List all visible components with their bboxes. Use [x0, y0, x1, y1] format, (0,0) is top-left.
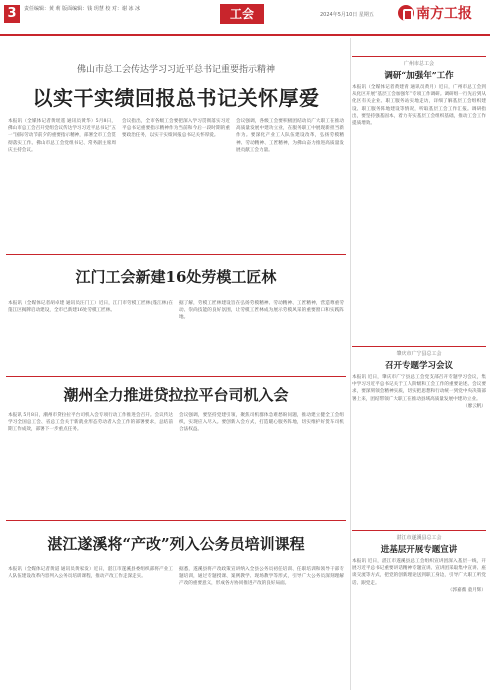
sidebar-3-kicker: 湛江市遂溪县总工会	[396, 535, 442, 541]
article-4-headline: 湛江遂溪将“产改”列入公务员培训课程	[47, 535, 305, 553]
article-2-headline: 江门工会新建16处劳模工匠林	[75, 268, 277, 286]
sidebar-1-kicker: 广州市总工会	[403, 61, 434, 67]
article-4-col-1: 本报讯（全媒体记者黄道 通讯员黄家发）近日，湛江市遂溪县委组织部将产业工人队伍建设改革内容列入公务员培训课程，推动产改工作走深走实。	[8, 567, 173, 580]
sidebar-3-body: 本报讯 近日，湛江市遂溪县总工会组织宣讲团深入基层一线，开展习近平总书记重要讲话精神专题宣讲。宣讲团采取集中宣讲、座谈交流等方式，把党的创新理论送到职工身边，引导广大职工听党话、跟党走。	[352, 559, 486, 586]
sidebar-article-1	[352, 56, 486, 340]
sidebar-1-headline: 调研“加强年”工作	[384, 71, 454, 81]
article-divider	[6, 376, 346, 377]
sidebar-3-signoff: （郭嘉薇 童月辉）	[447, 587, 486, 593]
editor-credits: 责任编辑：黄 莉 版面编辑：钱 玥慧 校 对：谢 冰 冰	[24, 6, 141, 12]
page-number: 3	[4, 5, 20, 23]
sidebar-2-kicker: 肇庆市广宁县总工会	[396, 351, 442, 357]
article-1-headline: 以实干实绩回报总书记关怀厚爱	[32, 86, 320, 110]
logo-text: 南方工报	[416, 6, 472, 22]
section-tag: 工会	[220, 4, 264, 24]
sidebar-2-headline: 召开专题学习会议	[384, 361, 453, 371]
sidebar-article-2	[352, 346, 486, 526]
newspaper-logo	[398, 3, 472, 23]
article-4-body	[8, 566, 344, 686]
article-1-col-3: 会议强调，各级工会要积极团结动员广大职工在推动高质量发展中建功立业，在服务职工中展现新担当新作为。要深化产业工人队伍建设改革，弘扬劳模精神、劳动精神、工匠精神，为佛山奋力推进高质量发展贡献工会力量。	[236, 119, 344, 153]
sidebar-1-body: 本报讯（全媒体记者黄建青 通讯员黄月）近日，广州市总工会到从化区开展“基层工会加强年”专项工作调研。调研组一行先后到从化区有关企业、职工服务站实地走访，详细了解基层工会组织建设、职工服务阵地建设等情况，听取基层工会工作汇报。调研指出，要坚持强基固本，着力夯实基层工会组织基础，推动工会工作提质增效。	[352, 85, 486, 127]
article-4-col-2: 据悉，遂溪县将产改政策宣讲纳入全县公务员初任培训、任职培训和领导干部专题培训，通过专题授课、案例教学、现场教学等形式，引导广大公务员深刻理解产改的重要意义，形成各方协同推进产改的良好局面。	[179, 567, 344, 587]
article-2-col-2: 据了解，劳模工匠林建设旨在弘扬劳模精神、劳动精神、工匠精神，营造尊重劳动、崇尚技能的良好氛围，让劳模工匠林成为展示劳模风采的重要窗口和实践阵地。	[179, 301, 344, 321]
article-2-col-1: 本报讯（全媒体记者胡卓建 通讯员汪门工）近日，江门市劳模工匠林(蓬江林)在蓬江区揭牌启动建设，全市已新建16处劳模工匠林。	[8, 301, 173, 314]
article-divider	[6, 254, 346, 255]
article-1-col-2: 会议指出，全市各级工会要把深入学习贯彻落实习近平总书记重要指示精神作为当前和今后一段时期的重要政治任务，以实干实绩回报总书记关怀厚爱。	[122, 119, 230, 139]
sidebar-2-signoff: （廖云帆）	[463, 403, 486, 409]
article-3-col-1: 本报讯 5月8日，潮州市贷拉拉平台司机入会专项行动工作推进会召开。会议传达学习全国总工会、省总工会关于新就业形态劳动者入会工作的部署要求，总结前期工作成效，部署下一步重点任务。	[8, 413, 173, 433]
article-divider	[6, 520, 346, 521]
article-1-body	[8, 118, 344, 250]
article-3-headline: 潮州全力推进贷拉拉平台司机入会	[63, 386, 289, 404]
logo-icon	[398, 5, 414, 21]
article-1-kicker: 佛山市总工会传达学习习近平总书记重要指示精神	[76, 65, 275, 75]
article-2-body	[8, 300, 344, 372]
sidebar-2-body: 本报讯 近日，肇庆市广宁县总工会党支部召开专题学习会议，集中学习习近平总书记关于工人阶级和工会工作的重要论述。会议要求，要深刻领会精神实质，切实把思想和行动统一到党中央决策部署上来，团结带领广大职工在推动县域高质量发展中建功立业。	[352, 375, 486, 402]
sidebar-article-3	[352, 530, 486, 688]
article-3-body	[8, 412, 344, 510]
publication-date: 2024年5月10日 星期五	[320, 12, 374, 18]
article-1-col-1: 本报讯（全媒体记者黄瑶遥 通讯员黄华）5月8日，佛山市总工会召开党组会议传达学习习近平总书记“五一”国际劳动节前夕的重要指示精神，部署全市工会贯彻落实工作。佛山市总工会党组书记、常务副主席周庆主持会议。	[8, 119, 116, 153]
sidebar-3-headline: 进基层开展专题宣讲	[380, 545, 458, 555]
sidebar-divider	[350, 38, 351, 690]
article-3-col-2: 会议强调，要坚持党建引领，聚焦司机群体急难愁盼问题，推动建立健全工会组织，实现应入尽入。要创新入会方式，打造暖心服务阵地，切实维护好货车司机合法权益。	[179, 413, 344, 433]
